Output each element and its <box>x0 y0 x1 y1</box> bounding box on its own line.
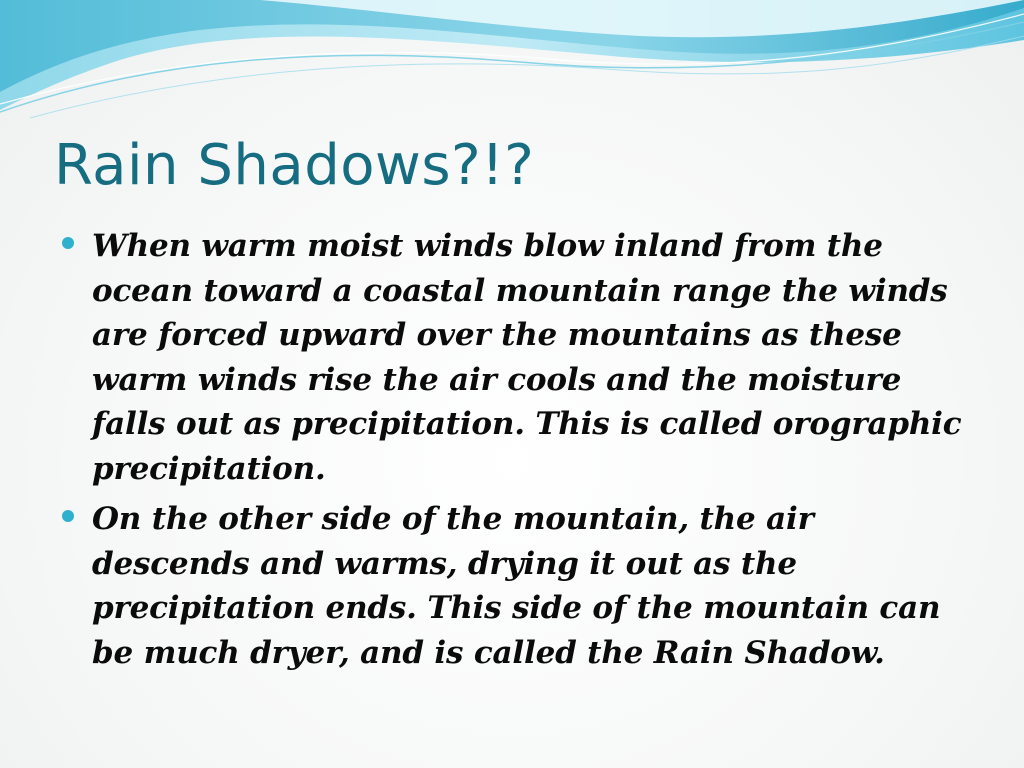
bullet-text: On the other side of the mountain, the air descends and warms, drying it out as the precipitation ends. This side of the mountain can be much dryer, and is called the Rain Shadow. <box>92 501 941 671</box>
bullet-icon <box>62 237 74 249</box>
bullet-text: When warm moist winds blow inland from the ocean toward a coastal mountain range the winds are forced upward over the mountains as these warm winds rise the air cools and the moisture falls out as precipitation. This is called orographic precipitation. <box>92 228 962 487</box>
bullet-item <box>62 224 974 491</box>
bullet-item <box>62 497 974 675</box>
bullet-list <box>62 224 974 681</box>
bullet-icon <box>62 510 74 522</box>
slide-title: Rain Shadows?!? <box>54 133 535 198</box>
header-wave-decoration <box>0 0 1024 130</box>
